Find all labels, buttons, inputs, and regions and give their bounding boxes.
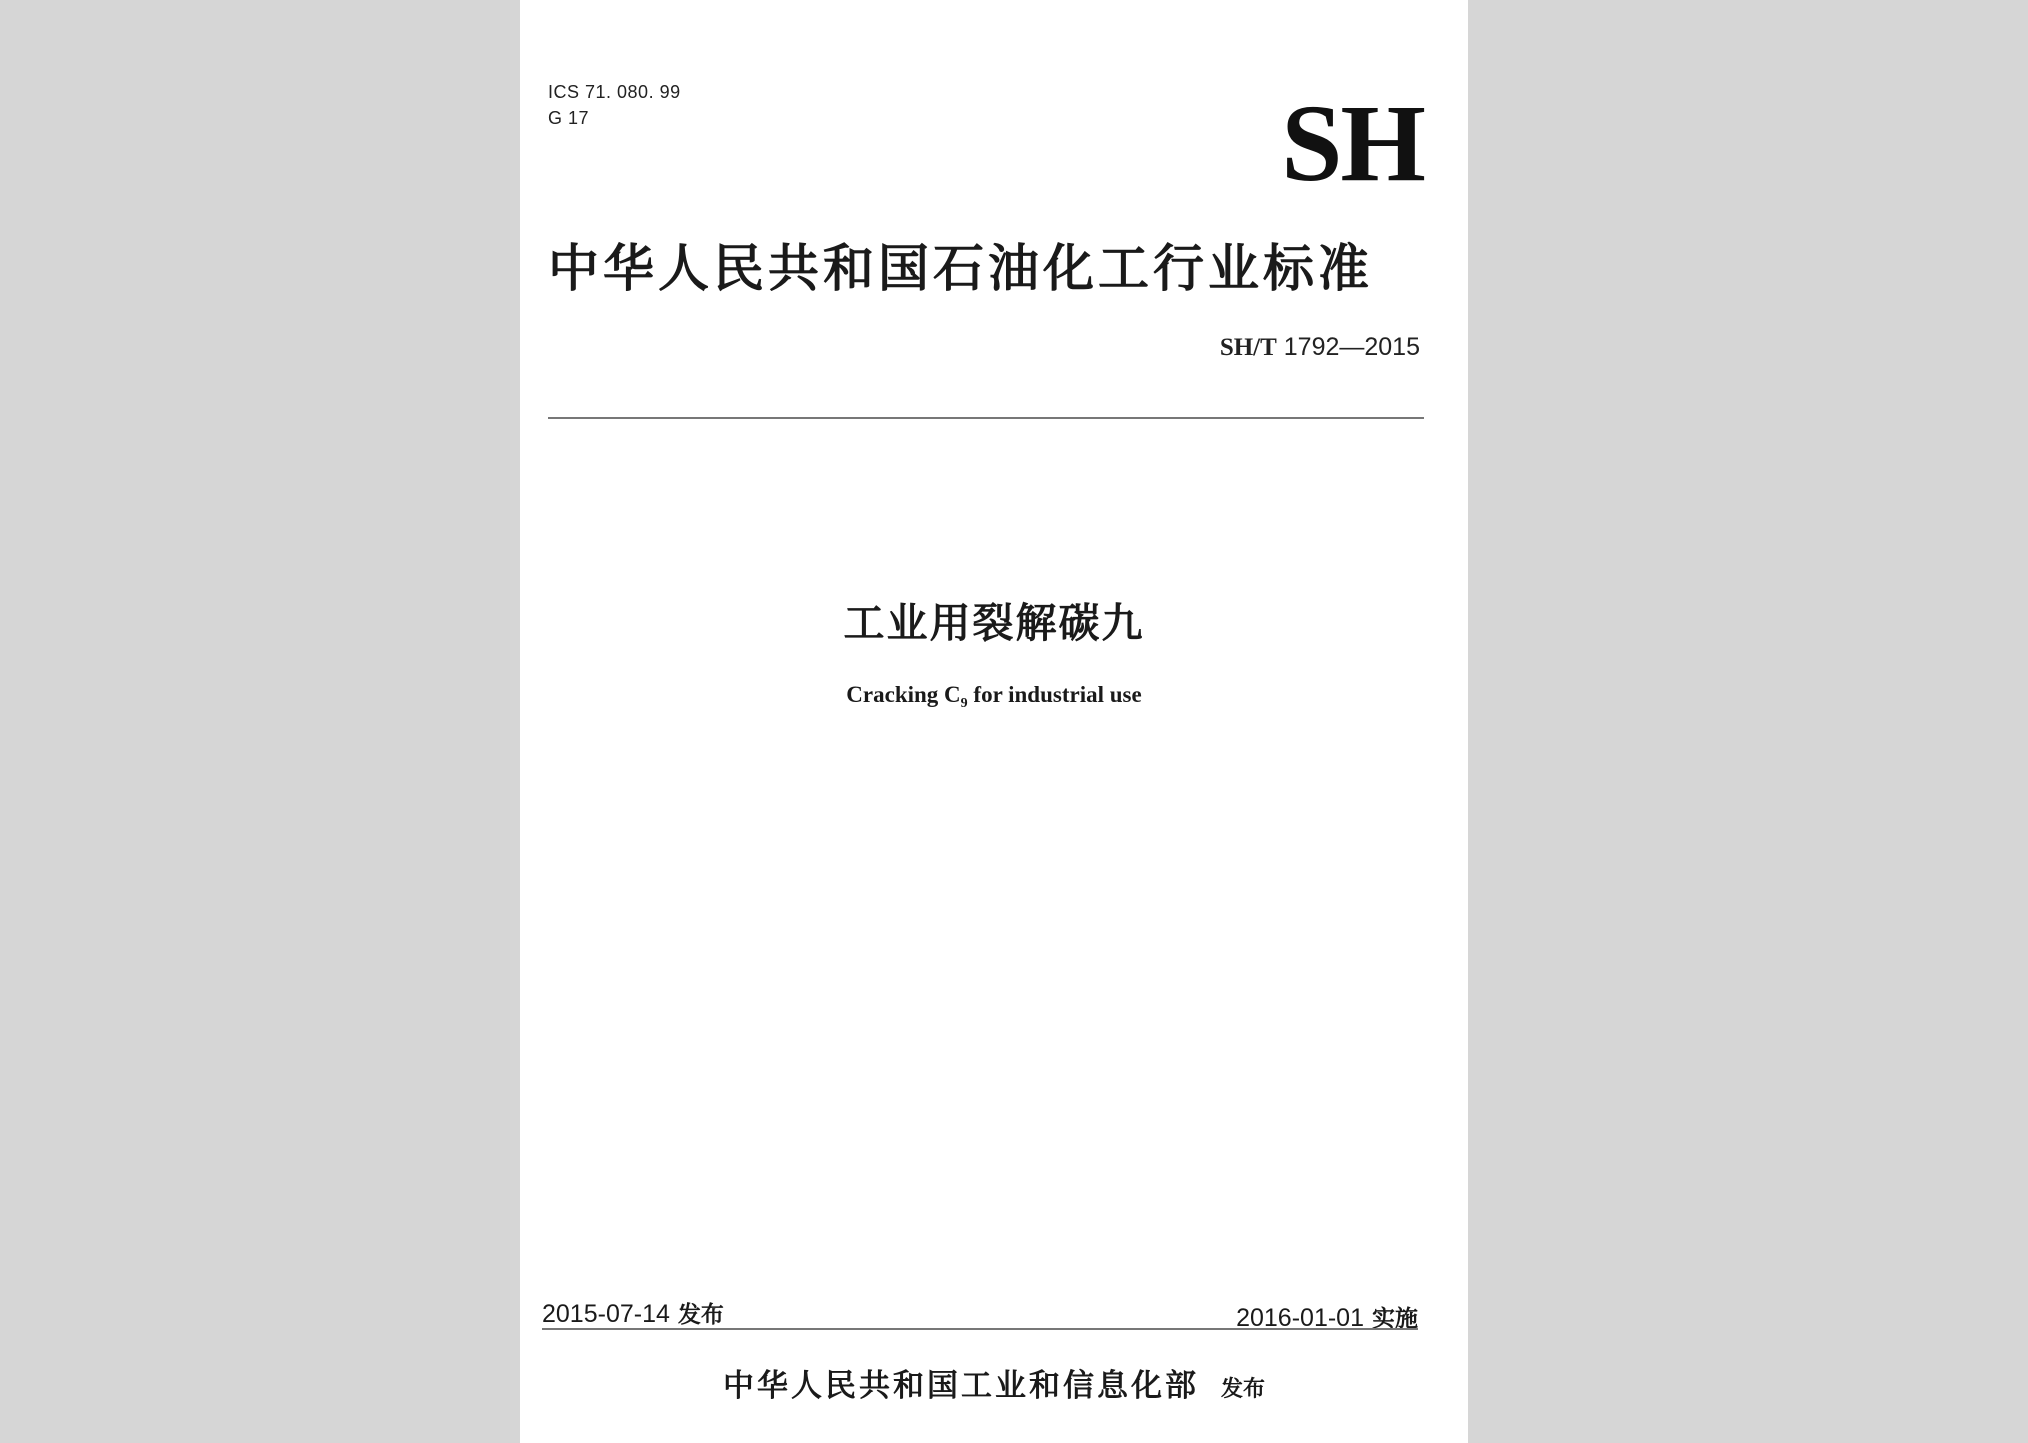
document-title-cn: 工业用裂解碳九 bbox=[843, 599, 1145, 647]
standard-title: 中华人民共和国石油化工行业标准 bbox=[548, 240, 1374, 299]
standard-number-value: 1792—2015 bbox=[1276, 333, 1420, 361]
issuer-action: 发布 bbox=[1220, 1377, 1265, 1402]
title-en-pre: Cracking C bbox=[846, 682, 961, 707]
issuer-line bbox=[520, 1360, 1468, 1405]
standard-number-prefix: SH/T bbox=[1219, 334, 1277, 361]
publish-date-value: 2015-07-14 bbox=[542, 1300, 670, 1328]
title-en-post: for industrial use bbox=[967, 682, 1142, 707]
title-en-subscript: 9 bbox=[960, 696, 968, 711]
top-divider bbox=[548, 417, 1424, 419]
bottom-divider bbox=[542, 1328, 1418, 1330]
sh-logo: SH bbox=[1281, 82, 1424, 204]
publish-date bbox=[542, 1296, 724, 1329]
document-cover-page bbox=[520, 0, 1468, 1443]
issuer-organization: 中华人民共和国工业和信息化部 bbox=[722, 1368, 1199, 1404]
classification-code: G 17 bbox=[548, 108, 590, 128]
standard-number bbox=[1220, 332, 1420, 362]
implement-label: 实施 bbox=[1363, 1306, 1418, 1332]
publish-label: 发布 bbox=[669, 1302, 724, 1328]
document-title-en bbox=[520, 682, 1468, 711]
ics-code: ICS 71. 080. 99 bbox=[548, 82, 681, 102]
implement-date-value: 2016-01-01 bbox=[1236, 1304, 1364, 1332]
